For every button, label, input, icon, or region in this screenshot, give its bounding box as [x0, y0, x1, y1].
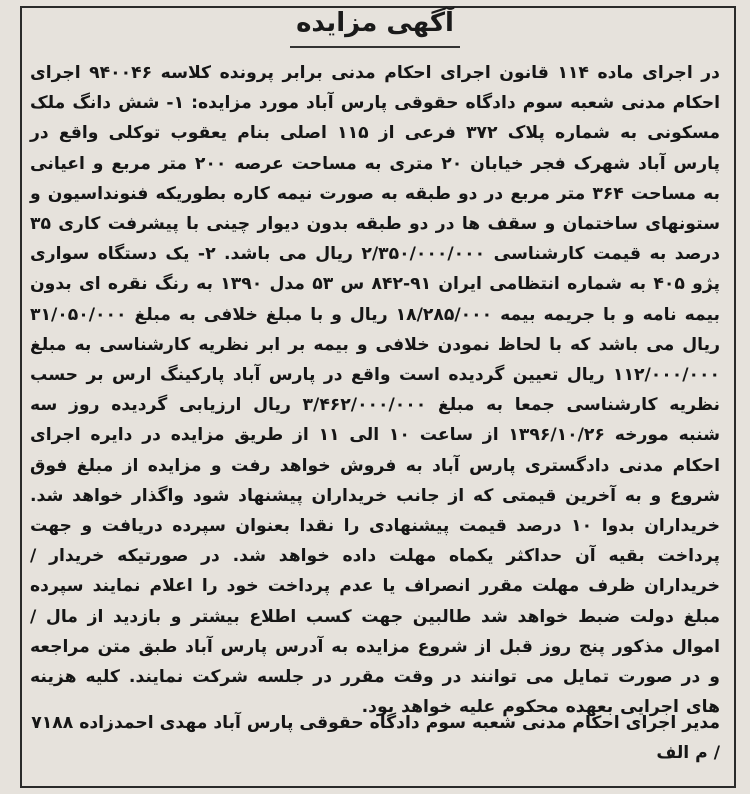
notice-title: آگهی مزایده — [296, 8, 454, 38]
signature-reference: / م الف — [656, 743, 720, 763]
notice-signature — [30, 708, 720, 768]
notice-body: در اجرای ماده ۱۱۴ قانون اجرای احکام مدنی برابر پرونده کلاسه ۹۴۰۰۴۶ اجرای احکام مدنی شعبه سوم دادگاه حقوقی پارس آباد مورد مزایده: ۱- شش دانگ ملک مسکونی به شماره پلاک ۳۷۲ فرعی از ۱۱۵ اصلی بنام یعقوب توکلی واقع در پارس آباد شهرک فجر خیابان ۲۰ متری به مساحت عرصه ۲۰۰ متر مربع و اعیانی به مساحت ۳۶۴ متر مربع در دو طبقه به صورت نیمه کاره بطوریکه فنونداسیون و ستونهای ساختمان و سقف ها در دو طبقه بدون دیوار چینی با پیشرفت کاری ۳۵ درصد به قیمت کارشناسی ۲/۳۵۰/۰۰۰/۰۰۰ ریال می باشد. ۲- یک دستگاه سواری پژو ۴۰۵ به شماره انتظامی ایران ۹۱-۸۴۲ س ۵۳ مدل ۱۳۹۰ به رنگ نقره ای بدون بیمه نامه و با جریمه بیمه ۱۸/۲۸۵/۰۰۰ ریال و با مبلغ خلافی به مبلغ ۳۱/۰۵۰/۰۰۰ ریال می باشد که با لحاظ نمودن خلافی و بیمه بر ابر نظریه کارشناسی به مبلغ ۱۱۲/۰۰۰/۰۰۰ ریال تعیین گردیده است واقع در پارس آباد پارکینگ ارس بر حسب نظریه کارشناسی جمعا به مبلغ ۳/۴۶۲/۰۰۰/۰۰۰ ریال ارزیابی گردیده روز سه شنبه مورخه ۱۳۹۶/۱۰/۲۶ از ساعت ۱۰ الی ۱۱ از طریق مزایده در دایره اجرای احکام مدنی دادگستری پارس آباد به فروش خواهد رفت و مزایده از مبلغ فوق شروع و به آخرین قیمتی که از جانب خریداران پیشنهاد شود واگذار خواهد شد. خریداران بدوا ۱۰ درصد قیمت پیشنهادی را نقدا بعنوان سپرده دریافت و جهت پرداخت بقیه آن حداکثر یکماه مهلت داده خواهد شد. در صورتیکه خریدار / خریداران ظرف مهلت مقرر انصراف یا عدم پرداخت خود را اعلام نمایند سپرده مبلغ دولت ضبط خواهد شد طالبین جهت کسب اطلاع بیشتر و بازدید از مال / اموال مذکور پنج روز قبل از شروع مزایده به آدرس پارس آباد طبق متن مراجعه و در صورت تمایل می توانند در وقت مقرر در جلسه شرکت نمایند. کلیه هزینه های اجرایی بعهده محکوم علیه خواهد بود. — [30, 63, 721, 718]
title-underline — [290, 46, 460, 48]
signature-official: مدیر اجرای احکام مدنی شعبه سوم دادگاه حقوقی پارس آباد مهدی احمدزاده ۷۱۸۸ — [31, 713, 720, 733]
